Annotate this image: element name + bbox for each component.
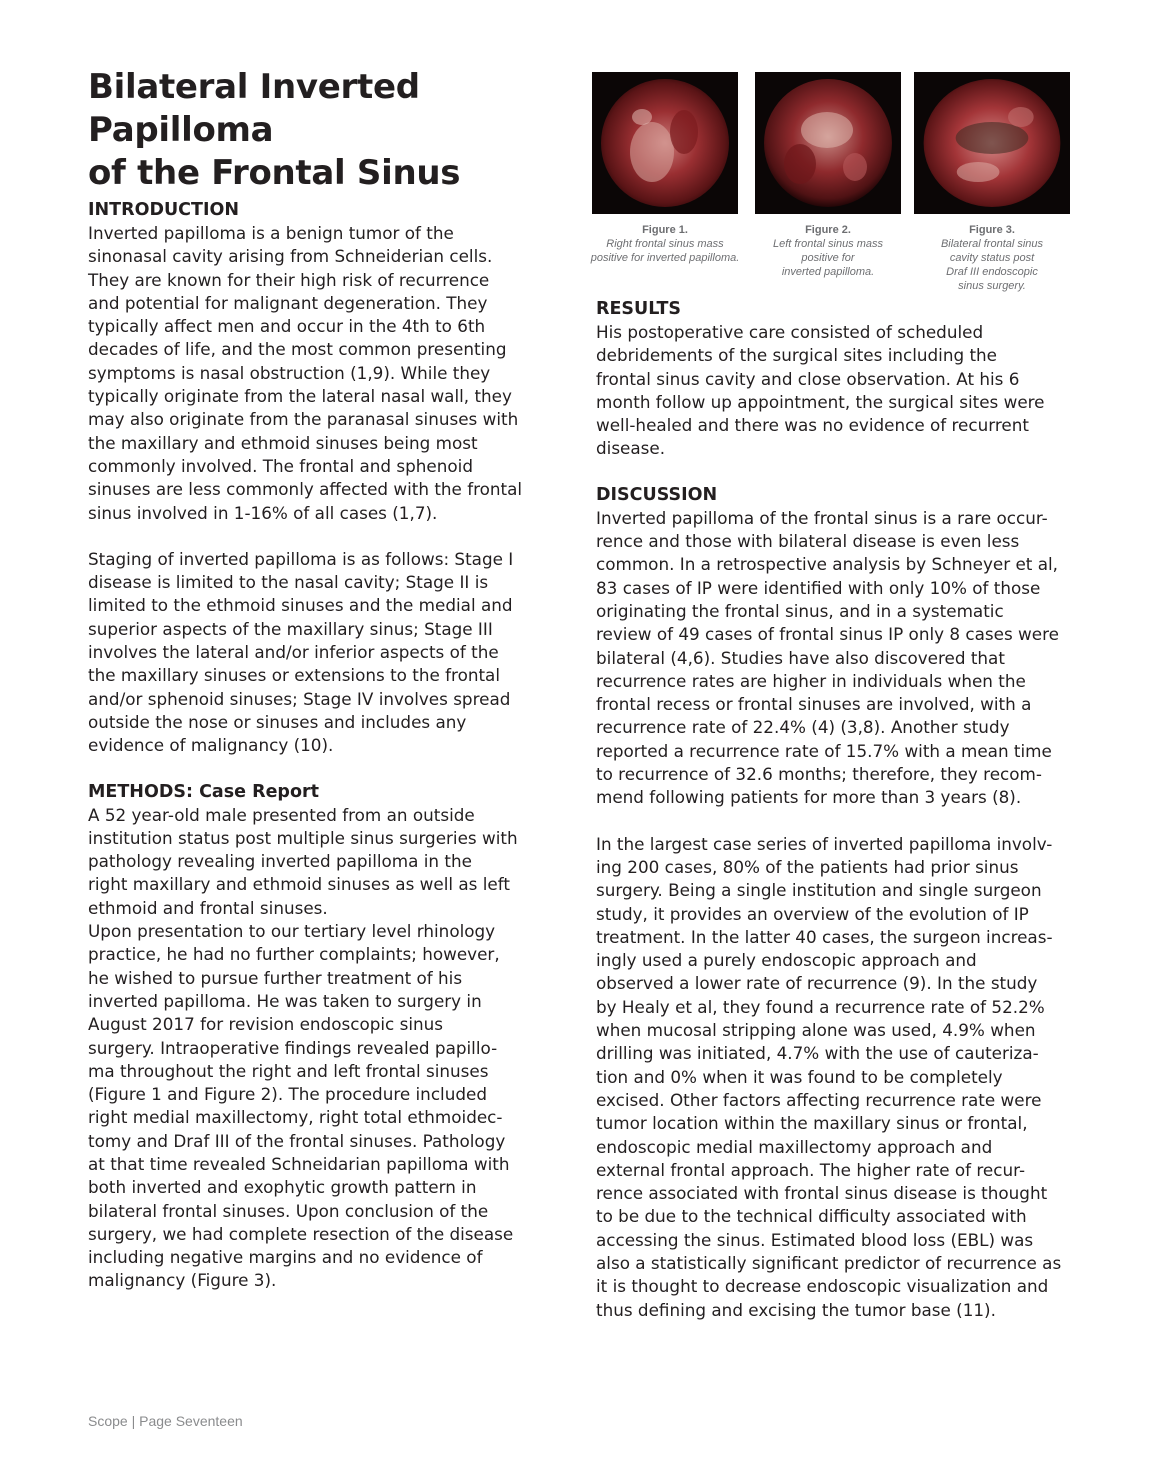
methods-heading-sub: Case Report [199,781,319,802]
methods-paragraph-1 [88,804,578,920]
text-line: Inverted papilloma is a benign tumor of the [88,223,454,243]
text-line: both inverted and exophytic growth pattern in [88,1177,477,1198]
text-line: at that time revealed Schneidarian papilloma with [88,1153,510,1174]
text-line: Upon presentation to our tertiary level rhinology [88,921,496,942]
text-line: ing 200 cases, 80% of the patients had prior sinus [596,856,1019,877]
results-paragraph [596,321,1088,461]
text-line: pathology revealing inverted papilloma in the [88,851,472,872]
text-line: malignancy (Figure 3). [88,1270,277,1291]
text-line: common. In a retrospective analysis by Schneyer et al, [596,554,1058,575]
text-line: observed a lower rate of recurrence (9). In the study [596,973,1038,994]
left-column [88,66,578,1293]
text-line: also a statistically significant predictor of recurrence as [596,1252,1062,1273]
text-line: it is thought to decrease endoscopic visualization and [596,1276,1049,1297]
text-line: frontal recess or frontal sinuses are involved, with a [596,694,1032,715]
introduction-heading: INTRODUCTION [88,200,239,220]
text-line: August 2017 for revision endoscopic sinus [88,1014,444,1035]
article-title [88,66,578,195]
text-line: the maxillary and ethmoid sinuses being most [88,432,478,453]
text-line: In the largest case series of inverted papilloma involv- [596,833,1053,854]
text-line: inverted papilloma. [781,266,875,278]
text-line: sinus surgery. [958,280,1026,292]
figure-1 [583,72,747,265]
text-line: frontal sinus cavity and close observation. At his 6 [596,368,1020,389]
text-line: tumor location within the maxillary sinus or frontal, [596,1113,1028,1134]
text-line: recurrence rates are higher in individuals when the [596,670,1026,691]
text-line: They are known for their high risk of recurrence [88,269,490,290]
figure-1-caption [583,237,747,265]
text-line: A 52 year-old male presented from an outside [88,804,475,825]
text-line: treatment. In the latter 40 cases, the surgeon increas- [596,926,1053,947]
text-line: evidence of malignancy (10). [88,735,334,756]
text-line: sinonasal cavity arising from Schneiderian cells. [88,246,493,267]
text-line: drilling was initiated, 4.7% with the use of cauteriza- [596,1043,1039,1064]
text-line: institution status post multiple sinus surgeries with [88,827,518,848]
text-line: thus defining and excising the tumor base (11). [596,1299,996,1320]
right-column [596,298,1088,1322]
text-line: outside the nose or sinuses and includes any [88,711,467,732]
text-line: positive for [801,252,855,264]
text-line: surgery. Intraoperative findings revealed papillo- [88,1037,498,1058]
figure-3-caption [910,237,1074,293]
text-line: when mucosal stripping alone was used, 4.9% when [596,1020,1036,1041]
figure-2-label: Figure 2. [805,224,851,236]
text-line: symptoms is nasal obstruction (1,9). While they [88,362,491,383]
text-line: Inverted papilloma of the frontal sinus is a rare occur- [596,507,1048,528]
text-line: accessing the sinus. Estimated blood loss (EBL) was [596,1229,1034,1250]
text-line: the maxillary sinuses or extensions to the frontal [88,665,501,686]
text-line: right medial maxillectomy, right total ethmoidec- [88,1107,503,1128]
methods-heading [88,781,578,804]
discussion-heading: DISCUSSION [596,484,718,505]
text-line: mend following patients for more than 3 years (8). [596,787,1022,808]
text-line: bilateral (4,6). Studies have also discovered that [596,647,1005,668]
text-line: endoscopic medial maxillectomy approach and [596,1136,993,1157]
text-line: cavity status post [949,252,1035,264]
figure-2-endoscopic-image [755,72,901,214]
text-line: typically originate from the lateral nasal wall, they [88,386,512,407]
figure-2 [746,72,910,279]
text-line: study, it provides an overview of the evolution of IP [596,903,1029,924]
text-line: rence and those with bilateral disease is even less [596,531,1020,552]
text-line: may also originate from the paranasal sinuses with [88,409,519,430]
text-line: sinus involved in 1-16% of all cases (1,7). [88,502,438,523]
text-line: to recurrence of 32.6 months; therefore, they recom- [596,764,1042,785]
text-line: surgery. Being a single institution and single surgeon [596,880,1042,901]
figure-2-caption [746,237,910,279]
text-line: and potential for malignant degeneration. They [88,292,488,313]
text-line: superior aspects of the maxillary sinus; Stage III [88,618,493,639]
text-line: ma throughout the right and left frontal sinuses [88,1060,489,1081]
text-line: inverted papilloma. He was taken to surgery in [88,990,482,1011]
text-line: sinuses are less commonly affected with the frontal [88,479,523,500]
text-line: disease. [596,438,666,459]
text-line: decades of life, and the most common presenting [88,339,507,360]
text-line: and/or sphenoid sinuses; Stage IV involves spread [88,688,511,709]
figure-3 [910,72,1074,293]
page-footer: Scope | Page Seventeen [88,1413,243,1429]
text-line: tomy and Draf III of the frontal sinuses. Pathology [88,1130,506,1151]
discussion-paragraph-1 [596,507,1088,810]
text-line: Staging of inverted papilloma is as follows: Stage I [88,548,514,569]
text-line: typically affect men and occur in the 4th to 6th [88,316,486,337]
figure-3-label: Figure 3. [969,224,1015,236]
text-line: positive for inverted papilloma. [590,252,740,264]
text-line: by Healy et al, they found a recurrence rate of 52.2% [596,996,1045,1017]
figure-1-endoscopic-image [592,72,738,214]
text-line: month follow up appointment, the surgical sites were [596,391,1045,412]
text-line: bilateral frontal sinuses. Upon conclusion of the [88,1200,489,1221]
text-line: rence associated with frontal sinus disease is thought [596,1183,1048,1204]
discussion-paragraph-2 [596,833,1088,1322]
text-line: Bilateral frontal sinus [940,238,1044,250]
methods-paragraph-2 [88,920,578,1293]
text-line: excised. Other factors affecting recurrence rate were [596,1089,1042,1110]
text-line: disease is limited to the nasal cavity; Stage II is [88,572,489,593]
text-line: tion and 0% when it was found to be completely [596,1066,1003,1087]
figure-3-endoscopic-image [914,72,1070,214]
text-line: surgery, we had complete resection of the disease [88,1223,514,1244]
text-line: well-healed and there was no evidence of recurrent [596,415,1029,436]
text-line: ingly used a purely endoscopic approach and [596,950,977,971]
introduction-paragraph-2 [88,548,578,758]
text-line: reported a recurrence rate of 15.7% with a mean time [596,740,1052,761]
text-line: commonly involved. The frontal and sphenoid [88,455,473,476]
text-line: 83 cases of IP were identified with only 10% of those [596,577,1041,598]
text-line: to be due to the technical difficulty associated with [596,1206,1027,1227]
text-line: involves the lateral and/or inferior aspects of the [88,642,499,663]
title-line-2: of the Frontal Sinus [88,153,461,193]
text-line: ethmoid and frontal sinuses. [88,897,328,918]
text-line: limited to the ethmoid sinuses and the medial and [88,595,513,616]
text-line: originating the frontal sinus, and in a systematic [596,600,1004,621]
text-line: Right frontal sinus mass [606,238,724,250]
text-line: Left frontal sinus mass [772,238,884,250]
text-line: Draf III endoscopic [946,266,1038,278]
text-line: (Figure 1 and Figure 2). The procedure included [88,1084,487,1105]
introduction-paragraph-1 [88,222,578,525]
text-line: recurrence rate of 22.4% (4) (3,8). Another study [596,717,1010,738]
text-line: debridements of the surgical sites including the [596,345,998,366]
figure-1-label: Figure 1. [642,224,688,236]
text-line: including negative margins and no evidence of [88,1247,483,1268]
text-line: external frontal approach. The higher rate of recur- [596,1159,1026,1180]
text-line: His postoperative care consisted of scheduled [596,322,984,342]
text-line: right maxillary and ethmoid sinuses as well as left [88,874,510,895]
results-heading: RESULTS [596,299,682,319]
methods-heading-main: METHODS: [88,781,193,802]
text-line: practice, he had no further complaints; however, [88,944,500,965]
title-line-1: Bilateral Inverted Papilloma [88,67,420,150]
text-line: review of 49 cases of frontal sinus IP only 8 cases were [596,624,1059,645]
text-line: he wished to pursue further treatment of his [88,967,463,988]
